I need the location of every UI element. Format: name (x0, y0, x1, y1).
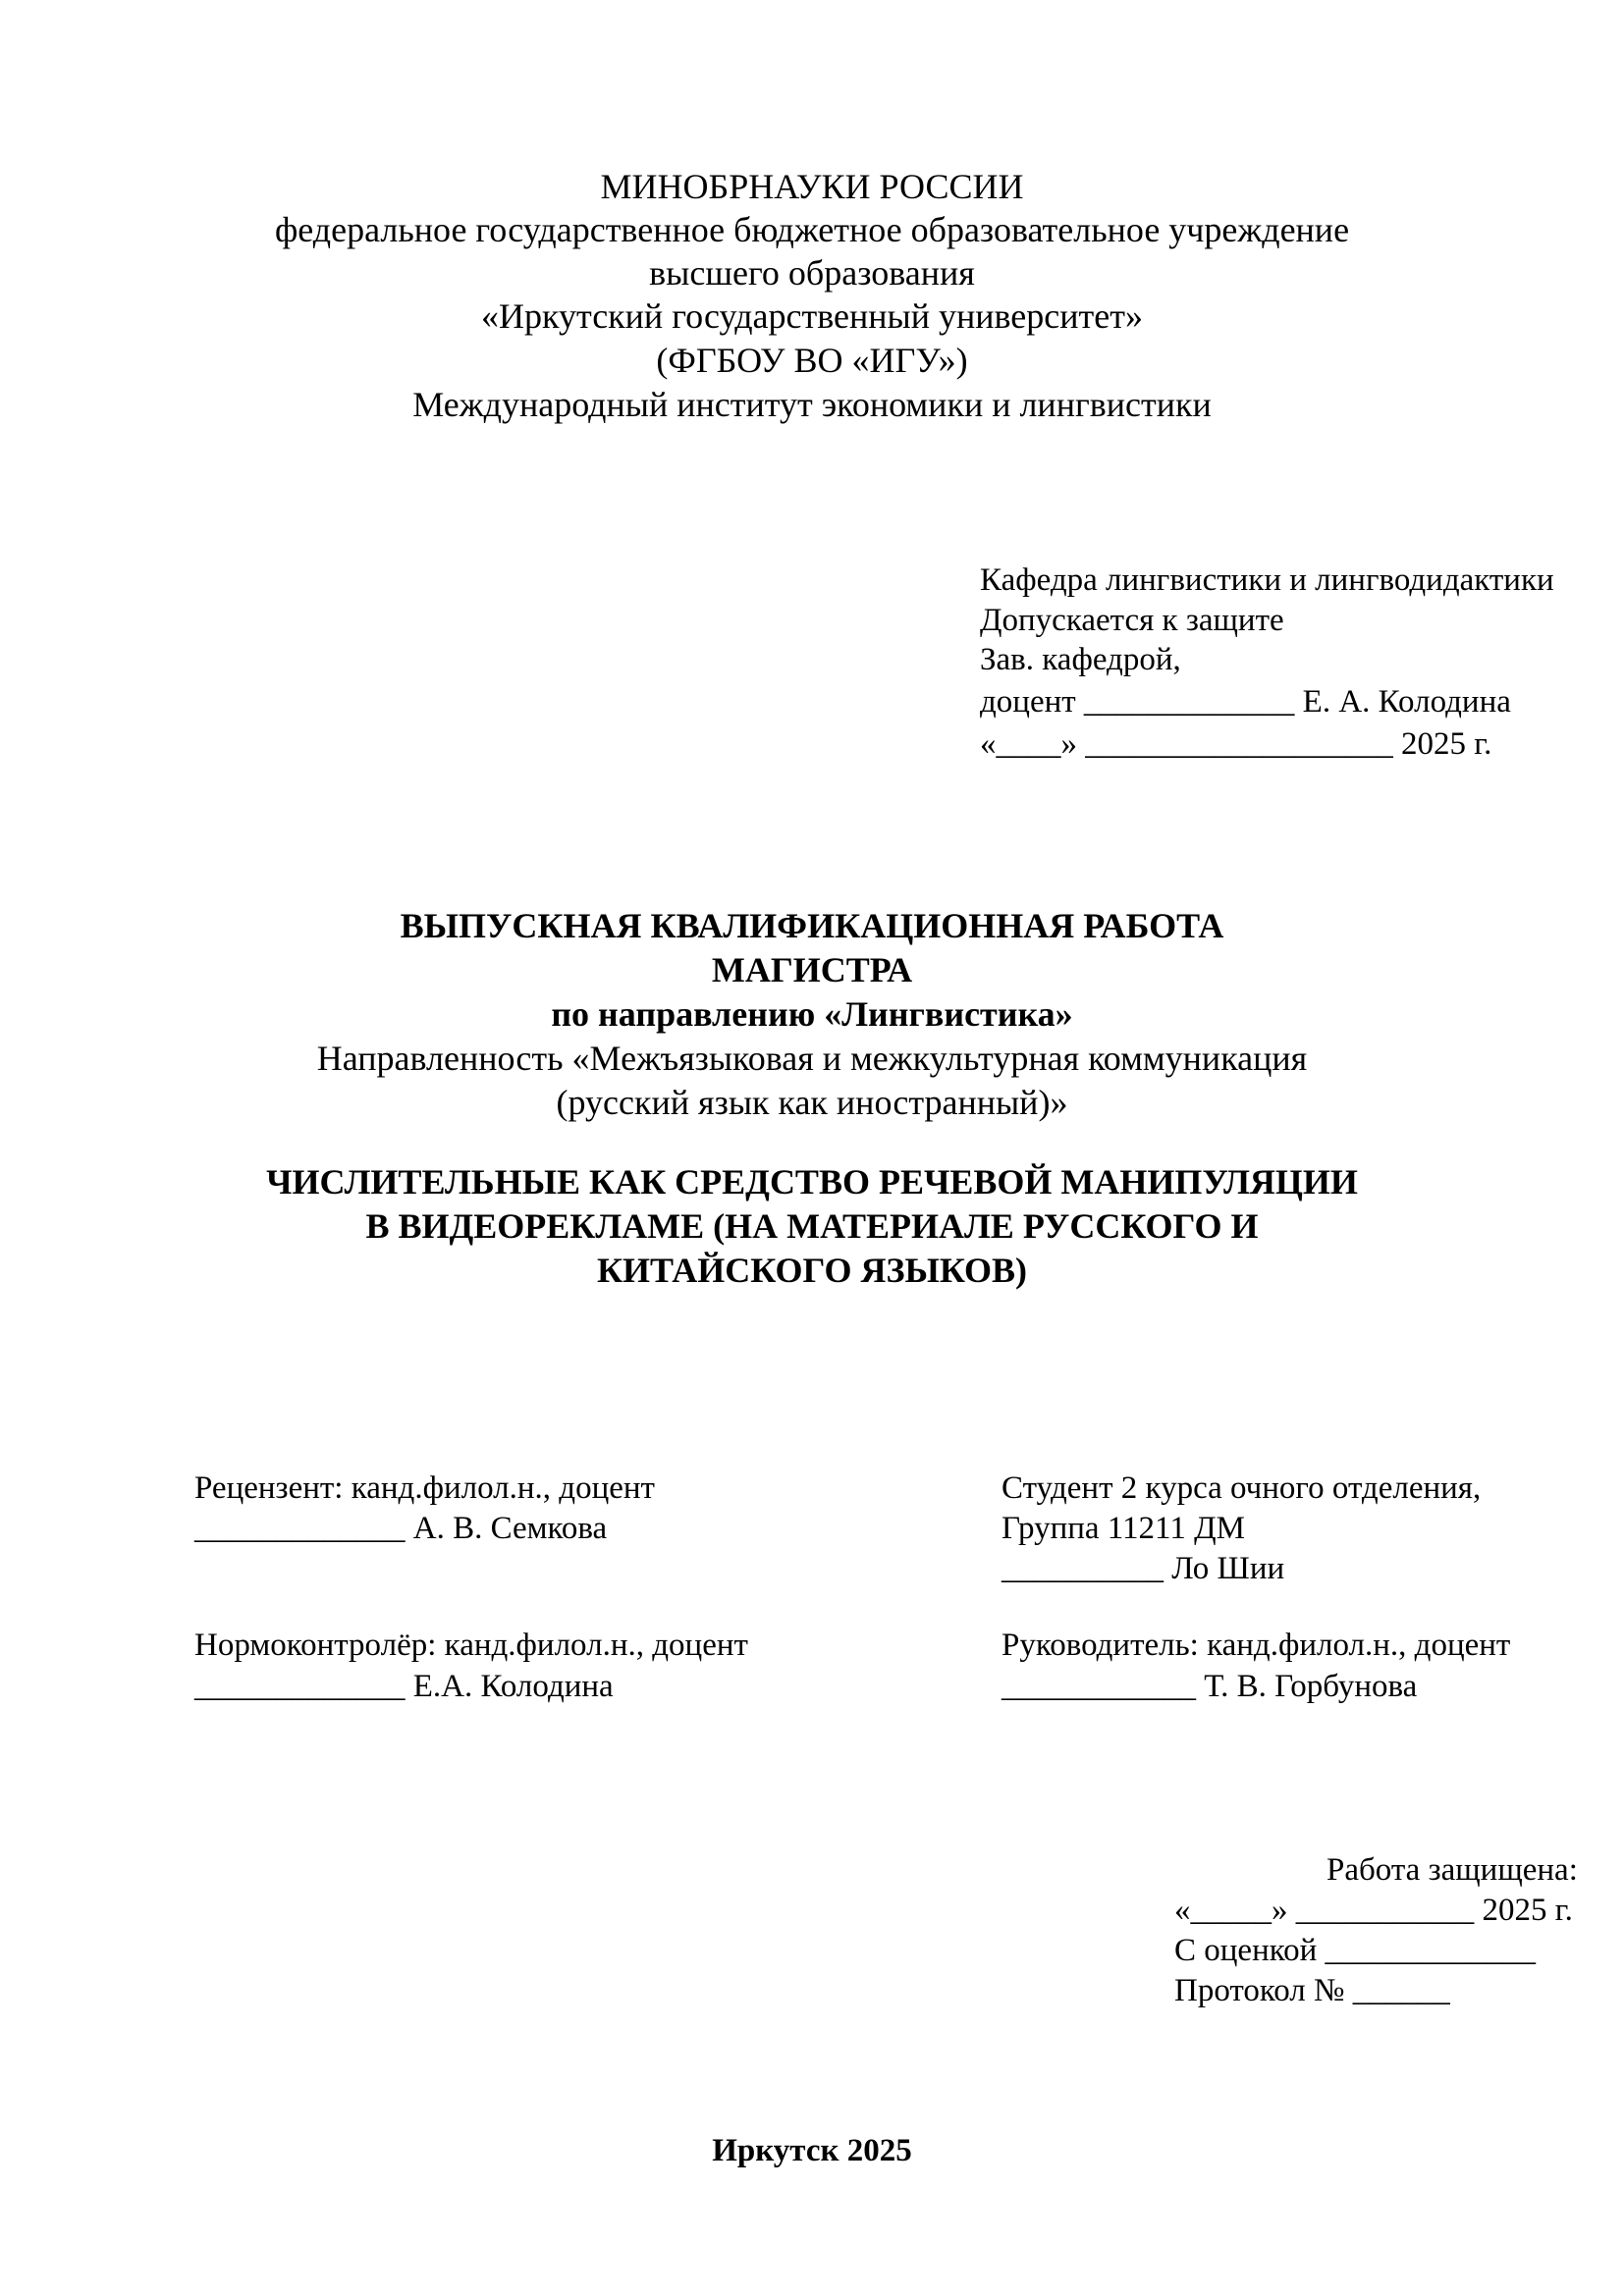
abbreviation-line: (ФГБОУ ВО «ИГУ») (656, 341, 968, 380)
institute-line: Международный институт экономики и лингвистики (412, 385, 1212, 424)
city-year-line: Иркутск 2025 (712, 2133, 912, 2168)
supervisor-signature-line: ____________ Т. В. Горбунова (1001, 1669, 1418, 1704)
profile-line-1: Направленность «Межъязыковая и межкультурная коммуникация (316, 1039, 1308, 1078)
ministry-line: МИНОБРНАУКИ РОССИИ (600, 167, 1024, 206)
work-type-line-1: ВЫПУСКНАЯ КВАЛИФИКАЦИОННАЯ РАБОТА (400, 906, 1224, 945)
student-title-line: Студент 2 курса очного отделения, (1001, 1470, 1482, 1506)
student-signature-line: __________ Ло Шии (1001, 1551, 1285, 1586)
head-title-line: Зав. кафедрой, (980, 642, 1181, 677)
thesis-title-line-3: КИТАЙСКОГО ЯЗЫКОВ) (596, 1251, 1028, 1290)
head-signature-line: доцент _____________ Е. А. Колодина (980, 684, 1511, 720)
defended-line: Работа защищена: (1326, 1852, 1578, 1888)
reviewer-signature-line: _____________ А. В. Семкова (194, 1511, 608, 1546)
education-level-line: высшего образования (649, 253, 975, 293)
profile-line-2: (русский язык как иностранный)» (556, 1083, 1068, 1122)
department-line: Кафедра лингвистики и лингводидактики (980, 562, 1554, 598)
protocol-line: Протокол № ______ (1174, 1973, 1450, 2008)
work-type-line-2: МАГИСТРА (711, 950, 913, 989)
defense-date-line: «_____» ___________ 2025 г. (1174, 1893, 1573, 1928)
supervisor-title-line: Руководитель: канд.филол.н., доцент (1001, 1628, 1511, 1663)
grade-line: С оценкой _____________ (1174, 1933, 1536, 1968)
university-line: «Иркутский государственный университет» (481, 296, 1143, 336)
thesis-title-line-2: В ВИДЕОРЕКЛАМЕ (НА МАТЕРИАЛЕ РУССКОГО И (365, 1206, 1259, 1246)
institution-type-line: федеральное государственное бюджетное образовательное учреждение (274, 210, 1350, 249)
student-group-line: Группа 11211 ДМ (1001, 1511, 1245, 1546)
reviewer-title-line: Рецензент: канд.филол.н., доцент (194, 1470, 655, 1506)
approval-date-line: «____» ___________________ 2025 г. (980, 726, 1492, 762)
direction-line: по направлению «Лингвистика» (551, 994, 1073, 1034)
normcontrol-signature-line: _____________ Е.А. Колодина (194, 1669, 614, 1704)
thesis-title-line-1: ЧИСЛИТЕЛЬНЫЕ КАК СРЕДСТВО РЕЧЕВОЙ МАНИПУЛЯЦИИ (266, 1162, 1358, 1201)
admitted-line: Допускается к защите (980, 603, 1284, 638)
normcontrol-title-line: Нормоконтролёр: канд.филол.н., доцент (194, 1628, 748, 1663)
